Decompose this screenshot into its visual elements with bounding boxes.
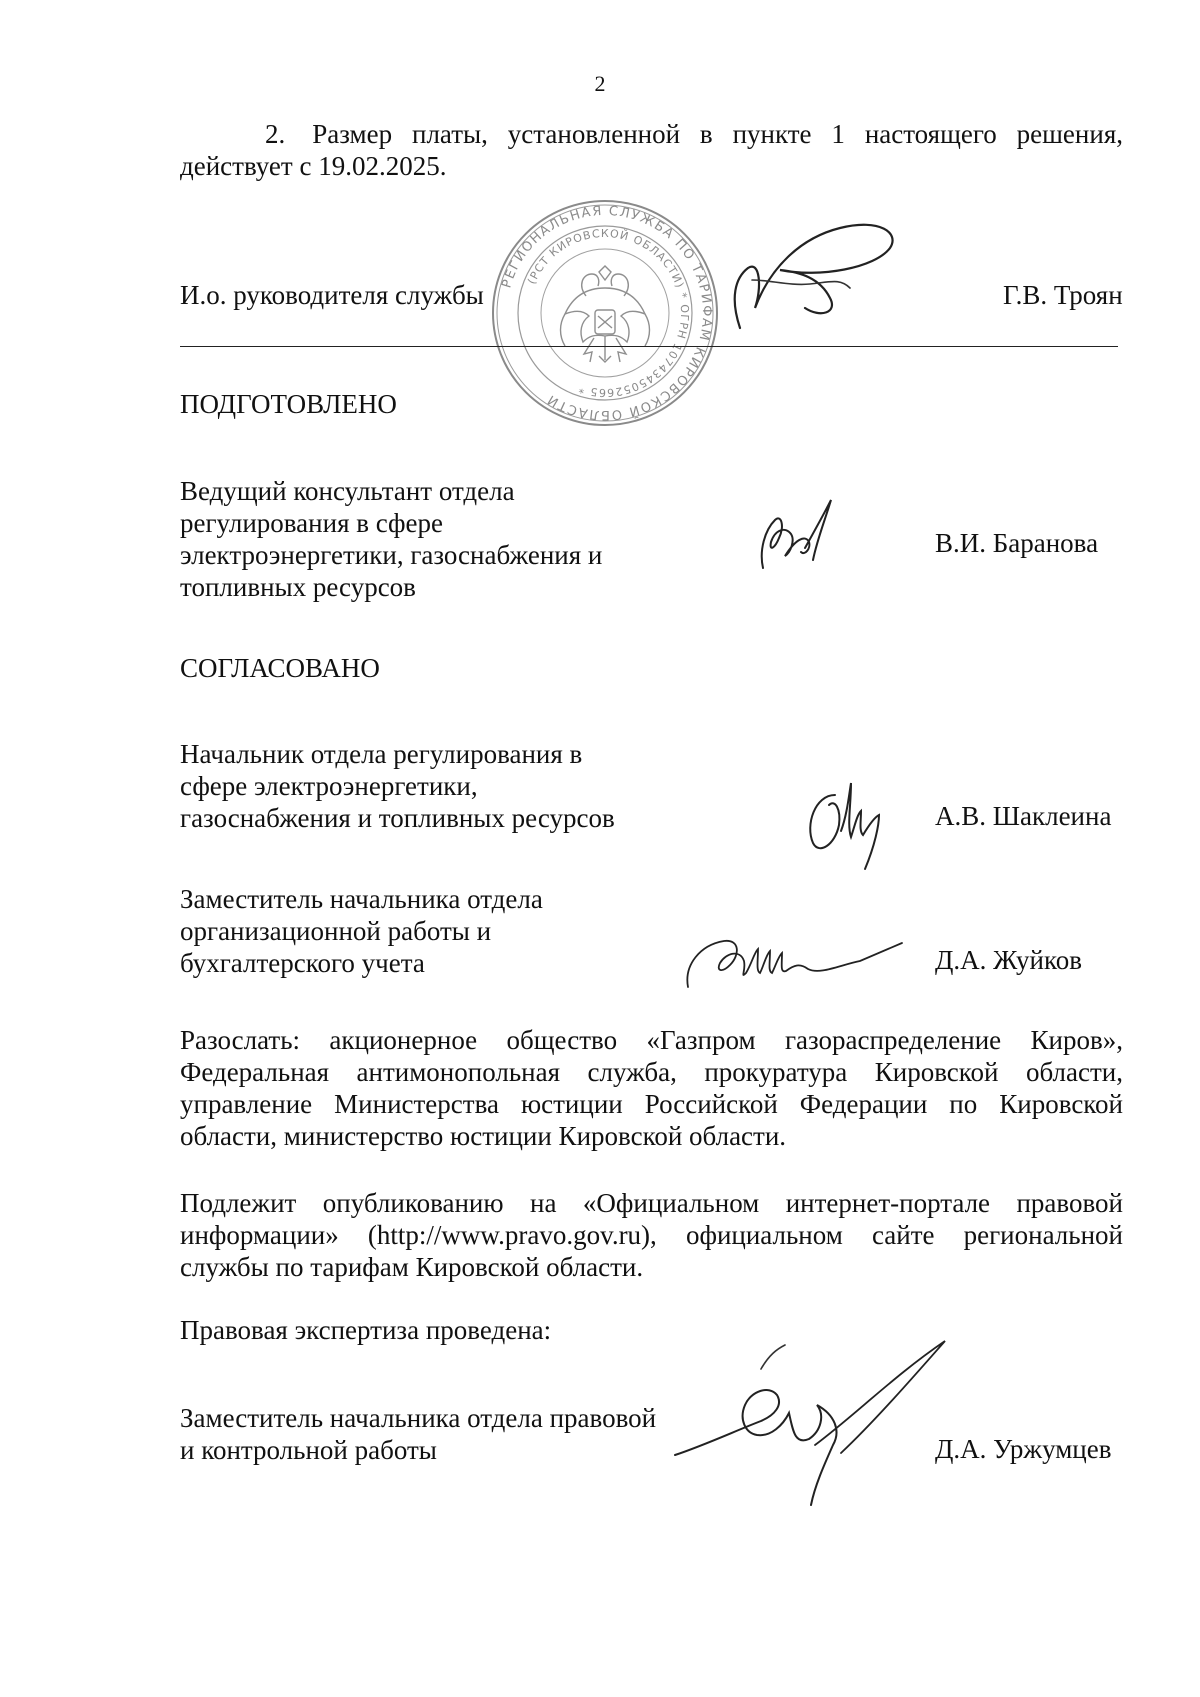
prepared-position-line: электроэнергетики, газоснабжения и — [180, 540, 603, 570]
eagle-emblem-icon — [561, 266, 650, 362]
paragraph-2-line-1: 2. Размер платы, установленной в пункте 1 настоящего решения, — [265, 119, 1123, 149]
prepared-name: В.И. Баранова — [935, 528, 1099, 558]
publication-paragraph — [180, 1187, 1123, 1283]
agreed-signer-1-signature-icon — [795, 765, 905, 875]
agreed-heading: СОГЛАСОВАНО — [180, 653, 380, 683]
stamp-outer-text: РЕГИОНАЛЬНАЯ СЛУЖБА ПО ТАРИФАМ КИРОВСКОЙ ОБЛАСТИ — [499, 203, 715, 423]
legal-review-position-line: и контрольной работы — [180, 1435, 437, 1465]
paragraph-2 — [180, 118, 1123, 182]
legal-review-name: Д.А. Уржумцев — [935, 1434, 1112, 1464]
publication-line: службы по тарифам Кировской области. — [180, 1252, 644, 1282]
prepared-position-line: регулирования в сфере — [180, 508, 444, 538]
svg-text:(РСТ КИРОВСКОЙ ОБЛАСТИ) * ОГРН — [525, 227, 691, 399]
prepared-heading: ПОДГОТОВЛЕНО — [180, 389, 397, 419]
agreed-position-line: организационной работы и — [180, 916, 492, 946]
head-signature-icon — [700, 208, 930, 348]
agreed-position-line: газоснабжения и топливных ресурсов — [180, 803, 615, 833]
legal-review-position-line: Заместитель начальника отдела правовой — [180, 1403, 657, 1433]
agreed-signer-1-position — [180, 738, 615, 834]
signature-divider-line — [180, 346, 1118, 347]
prepared-position-line: топливных ресурсов — [180, 572, 416, 602]
official-seal-stamp — [490, 198, 720, 428]
agreed-position-line: Заместитель начальника отдела — [180, 884, 543, 914]
distribution-line: Федеральная антимонопольная служба, прокуратура Кировской области, — [180, 1057, 1123, 1087]
stamp-inner-text: (РСТ КИРОВСКОЙ ОБЛАСТИ) * ОГРН 1074345052665 * — [525, 226, 692, 400]
legal-review-statement: Правовая экспертиза проведена: — [180, 1315, 552, 1345]
agreed-signer-2-position — [180, 883, 543, 979]
prepared-position — [180, 475, 602, 603]
agreed-position-line: Начальник отдела регулирования в — [180, 739, 583, 769]
distribution-line: Разослать: акционерное общество «Газпром газораспределение Киров», — [180, 1025, 1123, 1055]
agreed-signer-2-name: Д.А. Жуйков — [935, 945, 1082, 975]
head-position-label: И.о. руководителя службы — [180, 280, 484, 310]
distribution-paragraph — [180, 1024, 1123, 1152]
page-number: 2 — [594, 71, 606, 96]
prepared-position-line: Ведущий консультант отдела — [180, 476, 515, 506]
distribution-line: области, министерство юстиции Кировской области. — [180, 1121, 787, 1151]
agreed-position-line: бухгалтерского учета — [180, 948, 425, 978]
publication-line: Подлежит опубликованию на «Официальном интернет-портале правовой — [180, 1188, 1123, 1218]
agreed-signer-1-name: А.В. Шаклеина — [935, 801, 1112, 831]
publication-line: информации» (http://www.pravo.gov.ru), официальном сайте региональной — [180, 1220, 1123, 1250]
legal-review-signature-icon — [665, 1335, 965, 1510]
head-name: Г.В. Троян — [1003, 280, 1123, 310]
paragraph-2-line-2: действует с 19.02.2025. — [180, 151, 447, 181]
agreed-position-line: сфере электроэнергетики, — [180, 771, 478, 801]
prepared-signature-icon — [745, 490, 855, 580]
legal-review-position — [180, 1402, 656, 1466]
agreed-signer-2-signature-icon — [680, 925, 910, 995]
distribution-line: управление Министерства юстиции Российской Федерации по Кировской — [180, 1089, 1123, 1119]
